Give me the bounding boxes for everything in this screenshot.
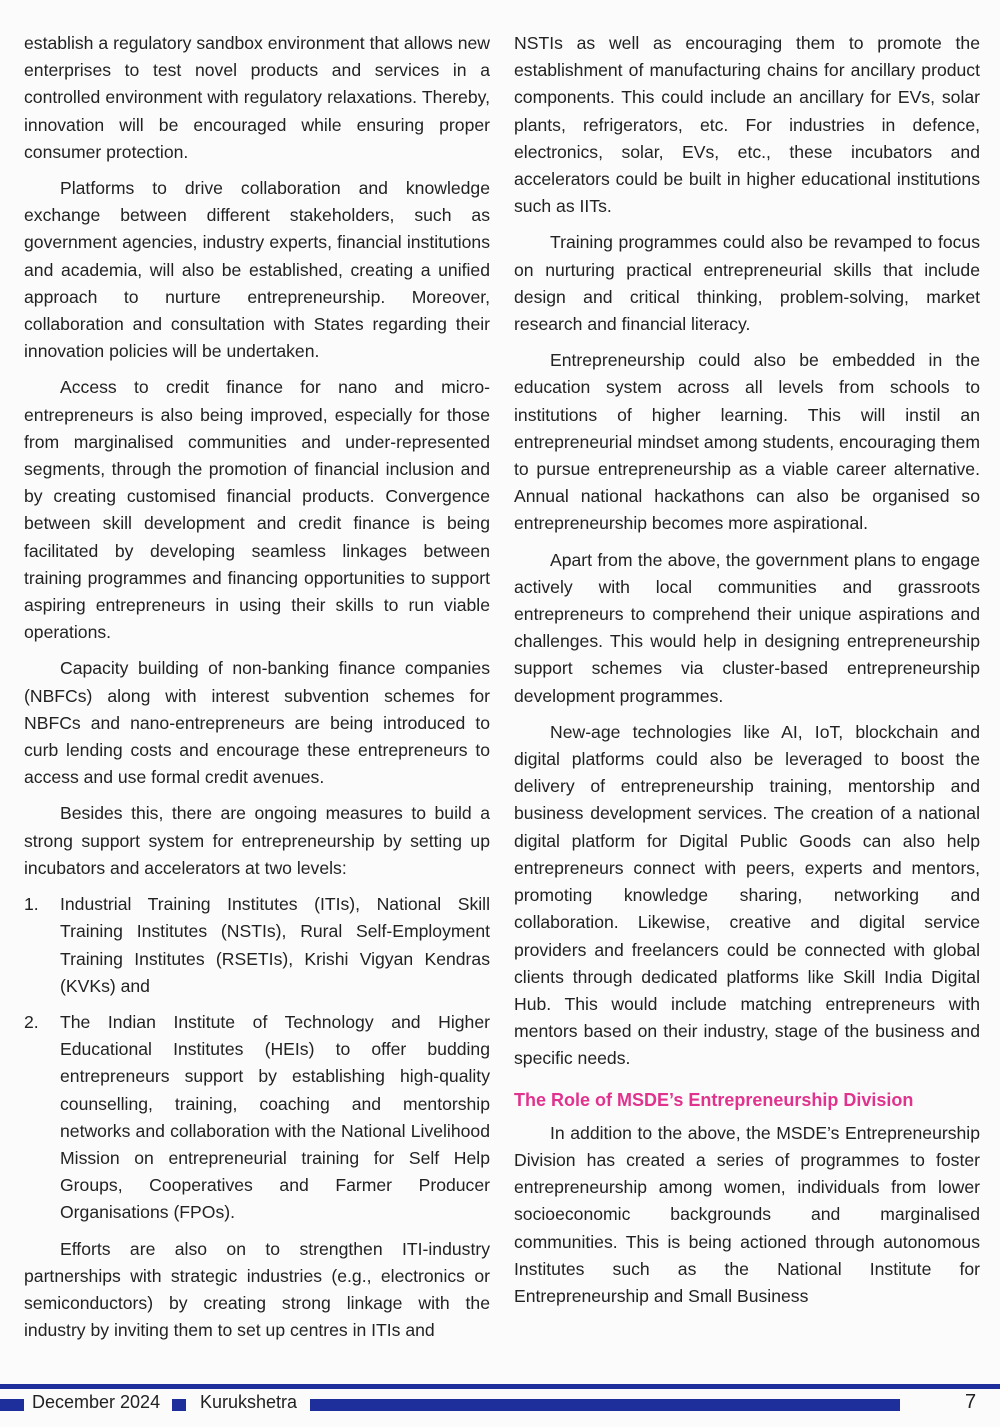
footer-block-decoration — [172, 1399, 186, 1411]
paragraph: establish a regulatory sandbox environment that allows new enterprises to test novel products and services in a controlled environment with regulatory relaxations. Thereby, innovation will be encouraged while ensuring proper consumer protection. — [24, 33, 490, 162]
paragraph: Training programmes could also be revamped to focus on nurturing practical entrepreneurial skills that include design and critical thinking, problem-solving, market research and financial literacy. — [514, 232, 980, 335]
list-text: The Indian Institute of Technology and Higher Educational Institutes (HEIs) to offer budding entrepreneurs support by establishing high-quality counselling, training, coaching and mentorship networks and collaboration with the National Livelihood Mission on entrepreneurial training for Self Help Groups, Cooperatives and Farmer Producer Organisations (FPOs). — [60, 1011, 490, 1223]
page-number: 7 — [965, 1391, 977, 1413]
magazine-name: Kurukshetra — [200, 1392, 298, 1412]
list-number: 1. — [24, 894, 39, 915]
list-item — [24, 891, 490, 1000]
list-number: 2. — [24, 1011, 39, 1032]
paragraph: Platforms to drive collaboration and knowledge exchange between different stakeholders, such as government agencies, industry experts, financial institutions and academia, will also be established, creating a unified approach to nurture entrepreneurship. Moreover, collaboration and consultation with States regarding their innovation policies will be undertaken. — [24, 178, 490, 362]
paragraph: Efforts are also on to strengthen ITI-industry partnerships with strategic industries (e.g., electronics or semiconductors) by creating strong linkage with the industry by inviting them to set up centres in ITIs and — [24, 1238, 490, 1341]
paragraph: Entrepreneurship could also be embedded in the education system across all levels from schools to institutions of higher learning. This will instil an entrepreneurial mindset among students, encouraging them to pursue entrepreneurship as a viable career alternative. Annual national hackathons can also be organised so entrepreneurship becomes more aspirational. — [514, 350, 980, 534]
right-column — [514, 30, 980, 1319]
list-item — [24, 1009, 490, 1227]
paragraph: Apart from the above, the government plans to engage actively with local communities and grassroots entrepreneurs to comprehend their unique aspirations and challenges. This would help in designing entrepreneurship support schemes via cluster-based entrepreneurship development programmes. — [514, 549, 980, 706]
footer-bar-decoration — [310, 1399, 900, 1411]
paragraph: Capacity building of non-banking finance companies (NBFCs) along with interest subvention schemes for NBFCs and nano-entrepreneurs are being introduced to curb lending costs and encourage these entrepreneurs to access and use formal credit avenues. — [24, 658, 490, 788]
paragraph: NSTIs as well as encouraging them to promote the establishment of manufacturing chains for ancillary product components. This could include an ancillary for EVs, solar plants, refrigerators, etc. For industries in defence, electronics, solar, EVs, etc., these incubators and accelerators could be built in higher educational institutions such as IITs. — [514, 33, 980, 217]
issue-date: December 2024 — [32, 1392, 161, 1412]
incubator-levels-list — [24, 891, 490, 1226]
paragraph: Besides this, there are ongoing measures to build a strong support system for entrepreneurship by setting up incubators and accelerators at two levels: — [24, 803, 490, 878]
paragraph: Access to credit finance for nano and micro-entrepreneurs is also being improved, especially for those from marginalised communities and under-represented segments, through the promotion of financial inclusion and by creating customised financial products. Convergence between skill development and credit finance is being facilitated by developing seamless linkages between training programmes and financing opportunities to support aspiring entrepreneurs in using their skills to run viable operations. — [24, 377, 490, 643]
list-text: Industrial Training Institutes (ITIs), National Skill Training Institutes (NSTIs), Rural Self-Employment Training Institutes (RSETIs), Krishi Vigyan Kendras (KVKs) and — [60, 894, 490, 996]
left-column — [24, 30, 490, 1353]
footer-rule — [0, 1384, 1000, 1389]
footer-block-decoration — [0, 1399, 24, 1411]
paragraph: In addition to the above, the MSDE’s Entrepreneurship Division has created a series of programmes to foster entrepreneurship among women, individuals from lower socioeconomic backgrounds and marginalised communities. This is being actioned through autonomous Institutes such as the National Institute for Entrepreneurship and Small Business — [514, 1122, 980, 1306]
paragraph: New-age technologies like AI, IoT, blockchain and digital platforms could also be leveraged to boost the delivery of entrepreneurship training, mentorship and business development services. The creation of a national digital platform for Digital Public Goods can also help entrepreneurs connect with peers, experts and mentors, promoting knowledge sharing, networking and collaboration. Likewise, creative and digital service providers and freelancers could be connected with global clients through dedicated platforms like Skill India Digital Hub. This would include matching entrepreneurs with mentors based on their industry, stage of the business and specific needs. — [514, 721, 980, 1069]
section-heading: The Role of MSDE’s Entrepreneurship Division — [514, 1089, 914, 1110]
page-footer — [0, 1383, 1000, 1427]
